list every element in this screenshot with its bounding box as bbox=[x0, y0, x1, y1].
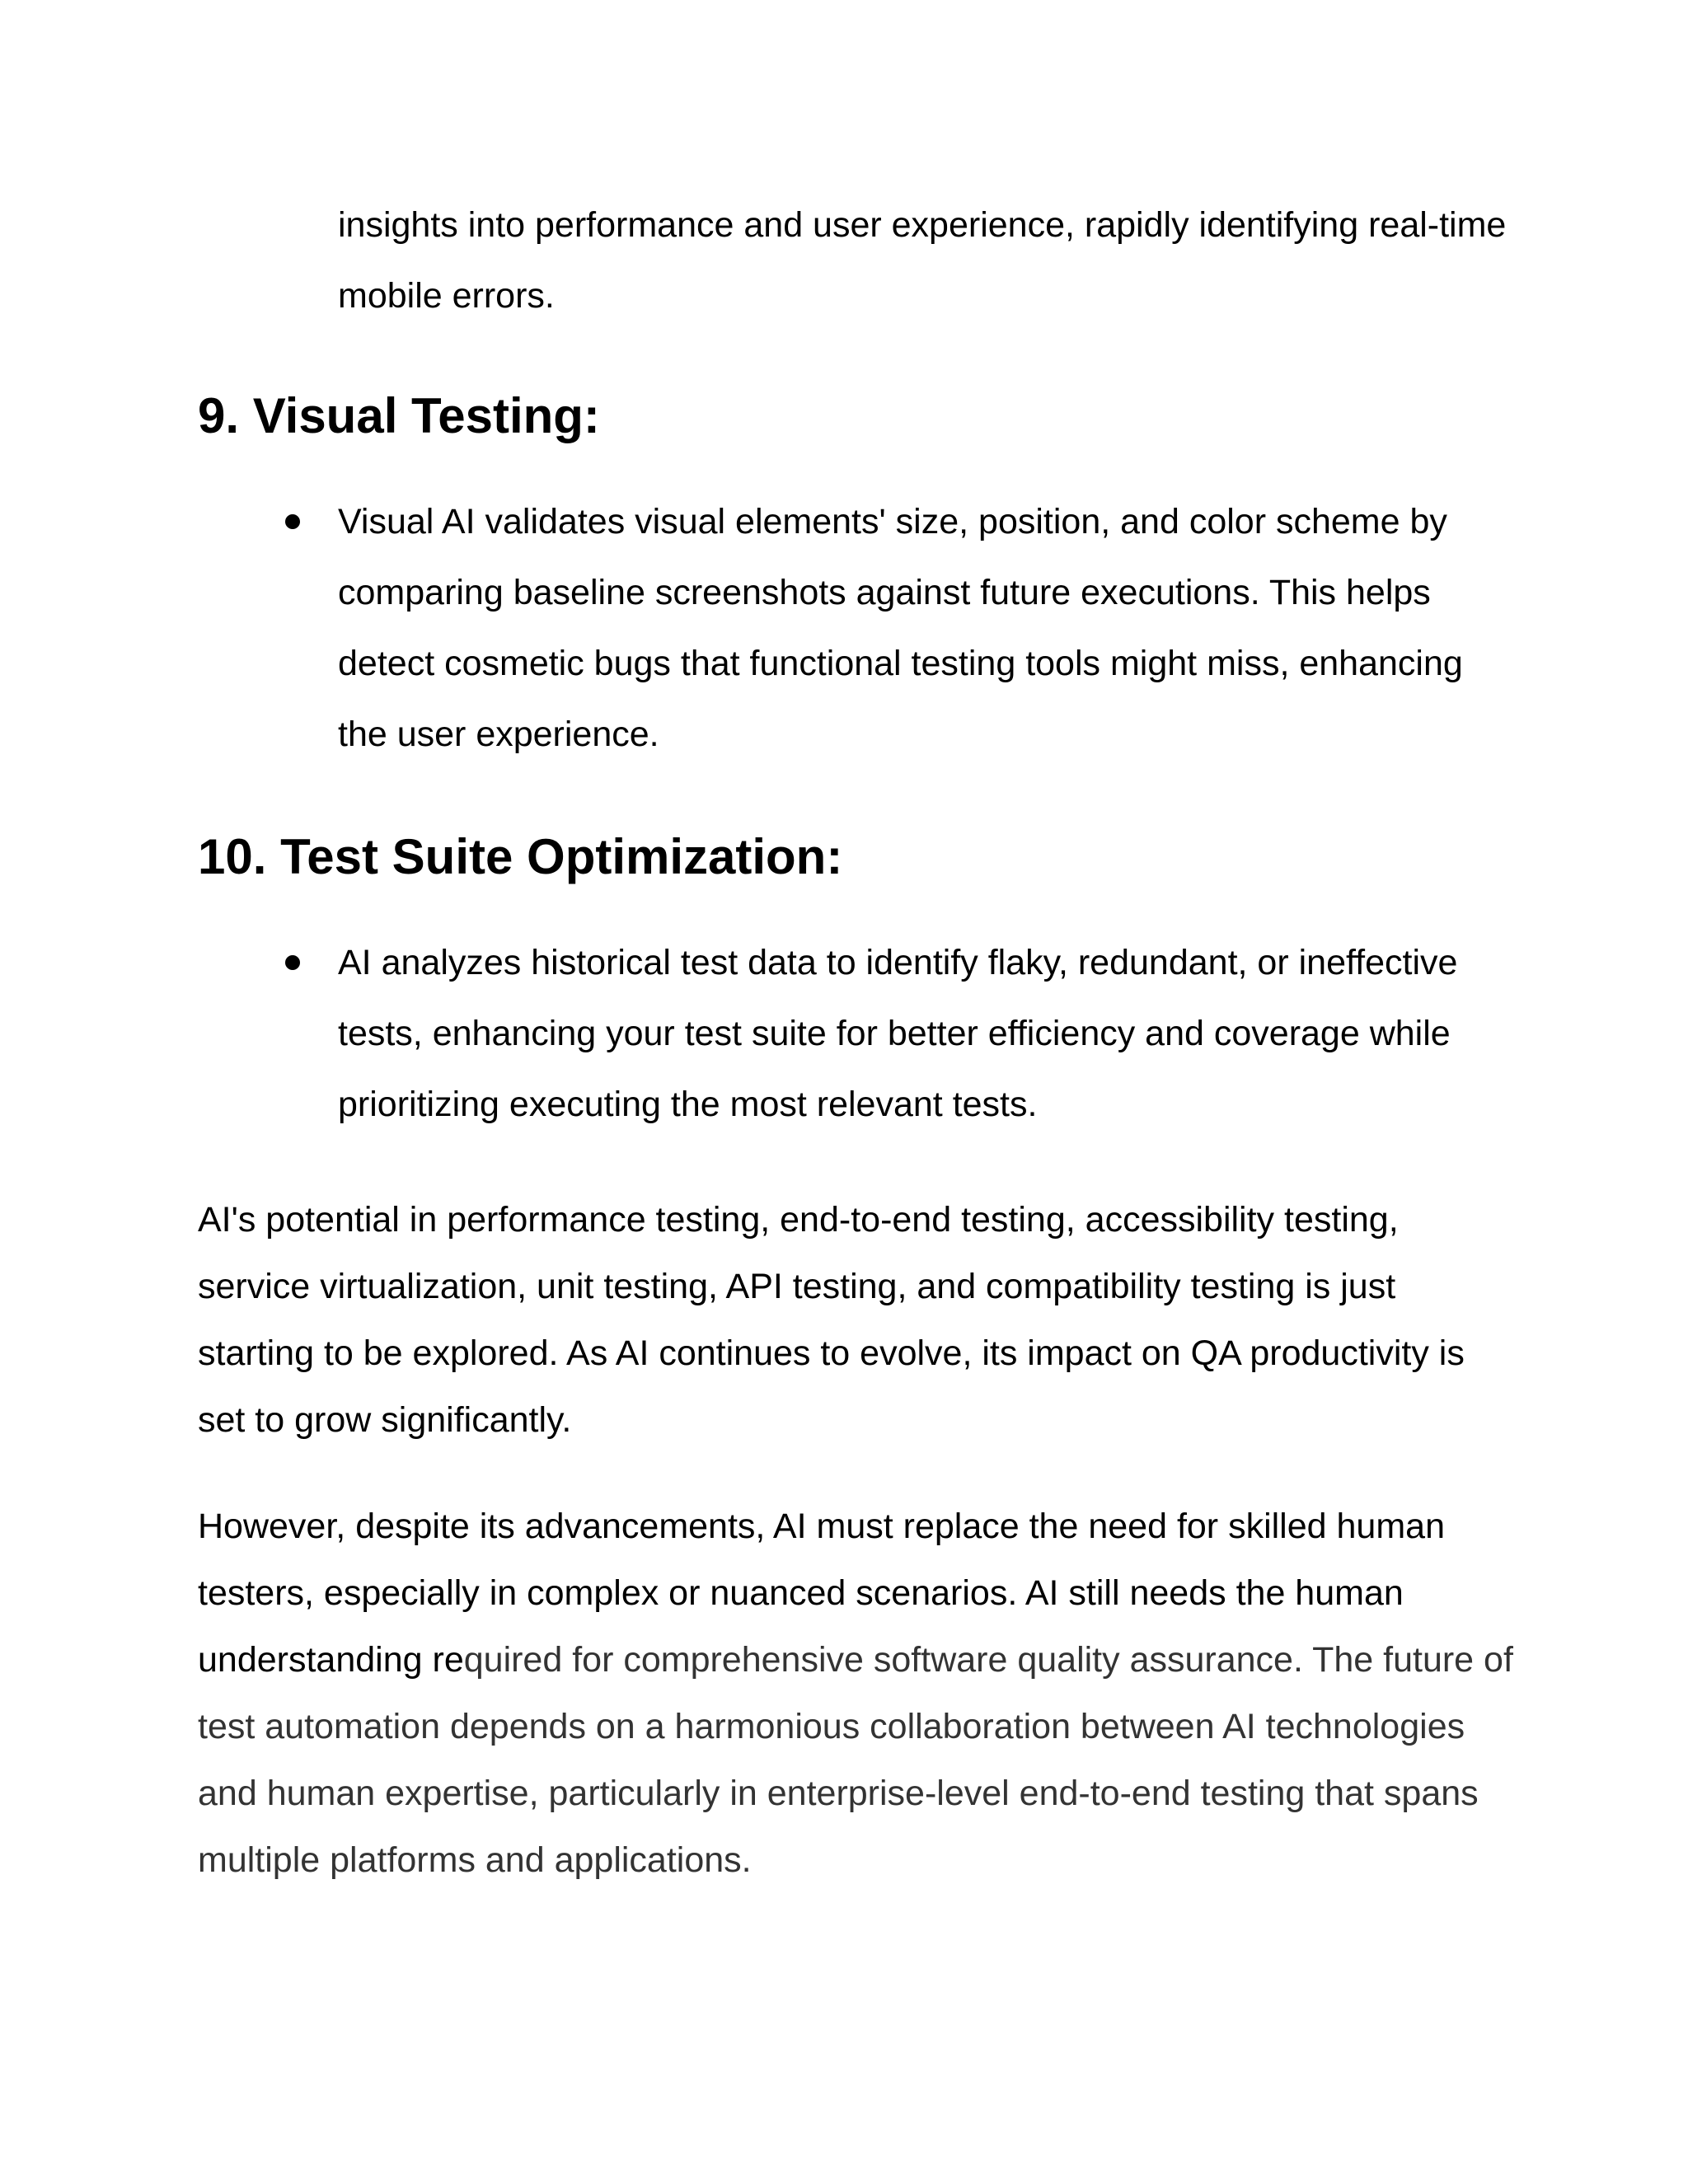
list-item-text: AI analyzes historical test data to identify flaky, redundant, or ineffective tests, enhancing your test suite for better efficiency and coverage while prioritizing executing the most relevant tests. bbox=[338, 943, 1458, 1124]
continued-paragraph: insights into performance and user experience, rapidly identifying real-time mobile errors. bbox=[338, 205, 1507, 316]
list-item bbox=[280, 927, 1517, 1140]
conclusion-text-dark: However, despite its advancements, AI must replace the need for skilled human testers, especially in complex or nuanced scenarios. AI still needs the human understanding re bbox=[198, 1507, 1445, 1680]
section-heading-test-suite-optimization: 10. Test Suite Optimization: bbox=[198, 829, 843, 884]
list-item-text: Visual AI validates visual elements' size, position, and color scheme by comparing baseline screenshots against future executions. This helps detect cosmetic bugs that functional testing tools might miss, enhancing the user experience. bbox=[338, 502, 1463, 754]
bullet-list-test-suite-optimization bbox=[280, 927, 1517, 1140]
conclusion-text-faded: quired for comprehensive software quality assurance. The future of test automation depends on a harmonious collaboration between AI technologies and human expertise, particularly in enterprise-level end-to-end testing that spans multiple platforms and applications. bbox=[198, 1640, 1513, 1880]
body-paragraph-conclusion bbox=[198, 1493, 1517, 1894]
bullet-icon bbox=[285, 955, 300, 970]
bullet-icon bbox=[285, 514, 300, 529]
section-heading-visual-testing: 9. Visual Testing: bbox=[198, 388, 600, 443]
body-paragraph-ai-potential: AI's potential in performance testing, end-to-end testing, accessibility testing, service virtualization, unit testing, API testing, and compatibility testing is just starting to be explored. As AI continues to evolve, its impact on QA productivity is set to grow significantly. bbox=[198, 1200, 1465, 1440]
list-item bbox=[280, 486, 1517, 770]
bullet-list-visual-testing bbox=[280, 486, 1517, 770]
